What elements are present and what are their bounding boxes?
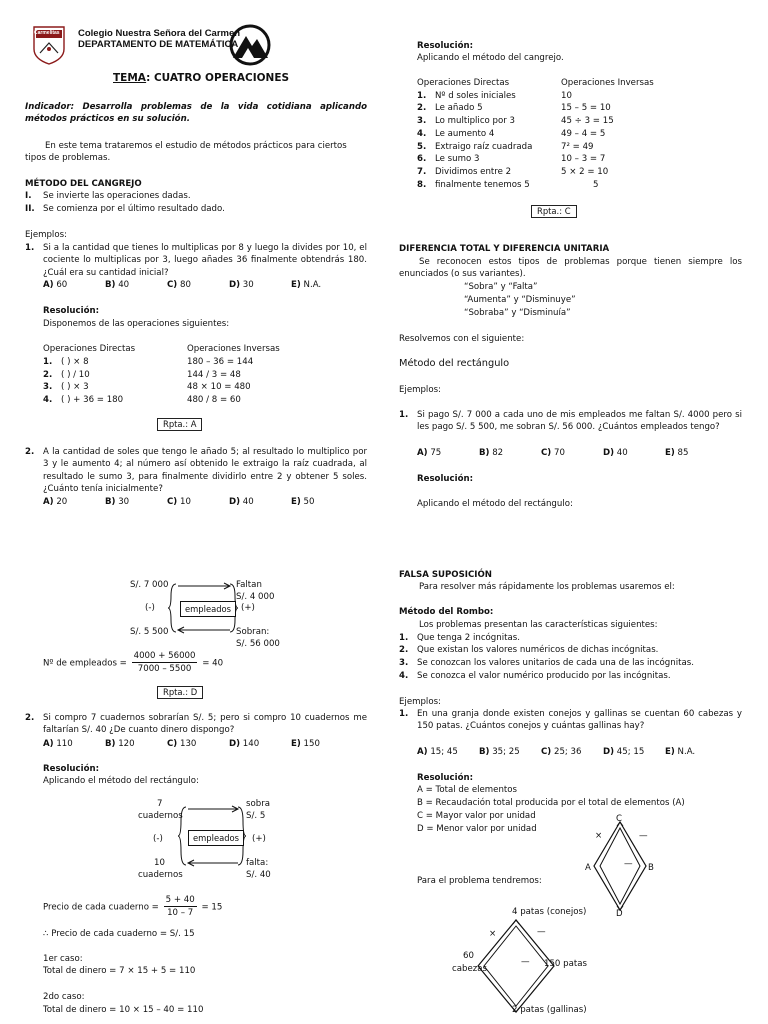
- case-2-label: 2do caso:: [43, 992, 85, 1002]
- p1-option-a: A) 60: [43, 280, 68, 290]
- rhombus-farm-times: ×: [489, 929, 497, 939]
- p3-option-d: D) 140: [229, 739, 260, 749]
- e1-option-b: B) 82: [479, 448, 504, 458]
- list-item: 4. Se conozca el valor numérico producido por las incógnitas.: [399, 671, 671, 681]
- def-c: C = Mayor valor por unidad: [417, 811, 536, 821]
- d1-fraction: [132, 650, 198, 676]
- resolvemos-text: Resolvemos con el siguiente:: [399, 334, 525, 344]
- example-2-num: 1.: [399, 709, 409, 719]
- r-op-row: 2. Le añado 5: [417, 103, 483, 113]
- r-resolucion-title: Resolución:: [417, 41, 474, 51]
- d2-right-4: S/. 40: [246, 870, 271, 880]
- problem-2-num: 2.: [25, 447, 35, 457]
- d2-top-1: 7: [157, 799, 163, 809]
- quote-2: “Aumenta” y “Disminuye”: [464, 295, 576, 305]
- p2-option-a: A) 20: [43, 497, 68, 507]
- p1-resolucion: Resolución:: [43, 306, 100, 316]
- def-d: D = Menor valor por unidad: [417, 824, 537, 834]
- p1-op-inv: 180 – 36 = 144: [187, 357, 254, 367]
- example-2-text: En una granja donde existen conejos y gallinas se cuentan 60 cabezas y 150 patas. ¿Cuántos conejos y cuántas gallinas hay?: [417, 709, 742, 732]
- department-logo: [228, 24, 272, 66]
- tema-heading: [113, 72, 289, 84]
- case-2-calc: Total de dinero = 10 × 15 – 40 = 110: [43, 1005, 204, 1015]
- example-1-options: [417, 447, 727, 459]
- tema-title: : CUATRO OPERACIONES: [146, 72, 290, 84]
- p1-op-dir-header: Operaciones Directas: [43, 344, 136, 354]
- quote-3: “Sobraba” y “Disminuía”: [464, 308, 571, 318]
- d1-center-box: empleados: [180, 601, 236, 617]
- list-item: 2. Que existan los valores numéricos de dichas incógnitas.: [399, 645, 659, 655]
- d2-result: = 15: [201, 902, 223, 913]
- r-op-row: 7. Dividimos entre 2: [417, 167, 512, 177]
- cangrejo-title: MÉTODO DEL CANGREJO: [25, 179, 142, 189]
- falsa-text: Para resolver más rápidamente los problemas usaremos el:: [419, 582, 675, 592]
- r-op-inv: 45 ÷ 3 = 15: [561, 116, 614, 126]
- e2-option-a: A) 15; 45: [417, 747, 458, 757]
- rhombus-farm-bottom: 2 patas (gallinas): [512, 1005, 587, 1015]
- d1-right-3: Sobran:: [236, 627, 270, 637]
- rhombus-generic-a: A: [585, 863, 591, 873]
- p2-option-c: C) 10: [167, 497, 191, 507]
- d1-formula-label: Nº de empleados =: [43, 658, 127, 669]
- rule-1: [25, 190, 191, 202]
- r-op-inv: 15 – 5 = 10: [561, 103, 611, 113]
- rule-2-text: Se comienza por el último resultado dado.: [43, 204, 225, 214]
- example-1-num: 1.: [399, 410, 409, 420]
- department-name: DEPARTAMENTO DE MATEMÁTICA: [78, 39, 239, 50]
- metodo-rectangulo: Método del rectángulo: [399, 358, 510, 369]
- e2-resolucion: Resolución:: [417, 773, 474, 783]
- d2-right-1: sobra: [246, 799, 270, 809]
- rule-2: [25, 203, 225, 215]
- p3-option-e: E) 150: [291, 739, 320, 749]
- p2-option-b: B) 30: [105, 497, 130, 507]
- p1-option-b: B) 40: [105, 280, 130, 290]
- example-1-text: Si pago S/. 7 000 a cada uno de mis empleados me faltan S/. 4000 pero si les pago S/. 5 500, me sobran S/. 56 000. ¿Cuántos empleados tengo?: [417, 410, 742, 433]
- p1-op-inv: 480 / 8 = 60: [187, 395, 241, 405]
- def-a: A = Total de elementos: [417, 785, 517, 795]
- r-ejemplos-2: Ejemplos:: [399, 697, 441, 707]
- d2-bottom-1: 10: [154, 858, 165, 868]
- r-op-row: 1. Nº d soles iniciales: [417, 91, 516, 101]
- d1-top-value: S/. 7 000: [130, 580, 169, 590]
- r-op-inv: 10 – 3 = 7: [561, 154, 606, 164]
- d1-bottom-value: S/. 5 500: [130, 627, 169, 637]
- case-1-calc: Total de dinero = 7 × 15 + 5 = 110: [43, 966, 196, 976]
- rhombus-farm-left-1: 60: [463, 951, 474, 961]
- r-ejemplos: Ejemplos:: [399, 385, 441, 395]
- problem-1-text: Si a la cantidad que tienes lo multiplicas por 8 y luego la divides por 10, el cociente lo multiplicas por 3, luego añades 36 finalmente obtendrás 180. ¿Cuál era su cantidad inicial?: [43, 243, 367, 278]
- d1-formula: [43, 650, 223, 676]
- r-op-inv: 10: [561, 91, 572, 101]
- example-2-options: [417, 746, 727, 758]
- diferencia-title: DIFERENCIA TOTAL Y DIFERENCIA UNITARIA: [399, 244, 610, 254]
- d1-right-2: S/. 4 000: [236, 592, 275, 602]
- r-op-row: 6. Le sumo 3: [417, 154, 480, 164]
- e2-option-b: B) 35; 25: [479, 747, 520, 757]
- r-op-inv: 5 × 2 = 10: [561, 167, 609, 177]
- p3-option-c: C) 130: [167, 739, 197, 749]
- para-problema: Para el problema tendremos:: [417, 876, 542, 886]
- d1-answer-box: Rpta.: D: [157, 686, 203, 699]
- problem-3-options: [43, 738, 353, 750]
- e2-option-c: C) 25; 36: [541, 747, 582, 757]
- d1-numerator: 4000 + 56000: [132, 650, 198, 663]
- rhombus-generic-minus-2: —: [624, 859, 633, 869]
- d1-denominator: 7000 – 5500: [137, 664, 192, 675]
- d2-denominator: 10 – 7: [167, 908, 194, 919]
- problem-1-num: 1.: [25, 243, 35, 253]
- d1-plus: (+): [241, 603, 255, 613]
- r-op-row: 5. Extraigo raíz cuadrada: [417, 142, 533, 152]
- list-item: 1. Que tenga 2 incógnitas.: [399, 633, 520, 643]
- p3-aplic: Aplicando el método del rectángulo:: [43, 776, 199, 786]
- rhombus-generic-minus-1: —: [639, 831, 648, 841]
- d2-top-2: cuadernos: [138, 811, 183, 821]
- rule-2-num: II.: [25, 204, 35, 214]
- e1-option-e: E) 85: [665, 448, 689, 458]
- r-op-row: 4. Le aumento 4: [417, 129, 495, 139]
- indicador-text: Indicador: Desarrolla problemas de la vida cotidiana aplicando métodos prácticos en su solución.: [25, 102, 367, 125]
- d2-fraction: [164, 894, 197, 920]
- rhombus-farm-minus-1: —: [537, 927, 546, 937]
- r-op-inv: 49 – 4 = 5: [561, 129, 606, 139]
- p1-option-e: E) N.A.: [291, 280, 322, 290]
- e2-option-d: D) 45; 15: [603, 747, 645, 757]
- r-op-row: 3. Lo multiplico por 3: [417, 116, 515, 126]
- e1-option-a: A) 75: [417, 448, 442, 458]
- e1-resolucion: Resolución:: [417, 474, 474, 484]
- rhombus-farm-top: 4 patas (conejos): [512, 907, 587, 917]
- r-resolucion-aplic: Aplicando el método del cangrejo.: [417, 53, 564, 63]
- intro-text: En este tema trataremos el estudio de métodos prácticos para ciertos tipos de problemas.: [25, 141, 347, 164]
- rhombus-generic-b: B: [648, 863, 654, 873]
- ejemplos-label: Ejemplos:: [25, 230, 67, 240]
- d1-minus: (-): [145, 603, 155, 613]
- r-op-inv: 7² = 49: [561, 142, 594, 152]
- quote-1: “Sobra” y “Falta”: [464, 282, 538, 292]
- rule-1-num: I.: [25, 191, 32, 201]
- p1-op-row: 2. ( ) / 10: [43, 370, 90, 380]
- d1-right-4: S/. 56 000: [236, 639, 280, 649]
- tema-label: TEMA: [113, 72, 147, 84]
- rhombus-generic-times: ×: [595, 831, 603, 841]
- crest-text: Carmelitas: [34, 30, 60, 36]
- problem-3-text: Si compro 7 cuadernos sobrarían S/. 5; pero si compro 10 cuadernos me faltarían S/. 40 ¿De cuanto dinero dispongo?: [43, 713, 367, 736]
- d2-center-box: empleados: [188, 830, 244, 846]
- r-answer-box: Rpta.: C: [531, 205, 577, 218]
- d2-right-3: falta:: [246, 858, 269, 868]
- problem-3-num: 2.: [25, 713, 35, 723]
- rhombus-generic-d: D: [616, 909, 623, 919]
- e2-option-e: E) N.A.: [665, 747, 696, 757]
- d1-right-1: Faltan: [236, 580, 262, 590]
- problem-1-options: [43, 279, 353, 291]
- e1-option-c: C) 70: [541, 448, 565, 458]
- e1-option-d: D) 40: [603, 448, 628, 458]
- p1-dispo: Disponemos de las operaciones siguientes:: [43, 319, 230, 329]
- rombo-title: Método del Rombo:: [399, 607, 494, 617]
- price-conclusion: ∴ Precio de cada cuaderno = S/. 15: [43, 929, 195, 939]
- p1-op-row: 3. ( ) × 3: [43, 382, 89, 392]
- r-op-inv-header: Operaciones Inversas: [561, 78, 654, 88]
- rombo-intro: Los problemas presentan las características siguientes:: [419, 620, 658, 630]
- d2-formula: [43, 894, 222, 920]
- d2-numerator: 5 + 40: [164, 894, 197, 907]
- problem-2-text: A la cantidad de soles que tengo le añado 5; al resultado lo multiplico por 3 y le aumento 4; al número así obtenido le extraigo la raíz cuadrada, al resultado le sumo 3, para finalmente dividirlo entre 2 y obtener 5 soles. ¿Cuánto tenía inicialmente?: [43, 447, 367, 495]
- rhombus-farm-right: 150 patas: [544, 959, 587, 969]
- r-op-row: 8. finalmente tenemos 5: [417, 180, 530, 190]
- p1-answer-box: Rpta.: A: [157, 418, 202, 431]
- p1-op-inv: 144 / 3 = 48: [187, 370, 241, 380]
- p3-option-b: B) 120: [105, 739, 135, 749]
- diferencia-text: Se reconocen estos tipos de problemas porque tienen siempre los enunciados (o sus variantes).: [399, 257, 742, 280]
- d1-result: = 40: [202, 658, 224, 669]
- p1-option-d: D) 30: [229, 280, 254, 290]
- list-item: 3. Se conozcan los valores unitarios de cada una de las incógnitas.: [399, 658, 694, 668]
- problem-2-options: [43, 496, 353, 508]
- p3-resolucion: Resolución:: [43, 764, 100, 774]
- d2-formula-label: Precio de cada cuaderno =: [43, 902, 159, 913]
- r-op-inv: 5: [593, 180, 599, 190]
- p1-op-row: 1. ( ) × 8: [43, 357, 89, 367]
- p1-op-inv: 48 × 10 = 480: [187, 382, 251, 392]
- def-b: B = Recaudación total producida por el total de elementos (A): [417, 798, 685, 808]
- case-1-label: 1er caso:: [43, 954, 83, 964]
- p2-option-d: D) 40: [229, 497, 254, 507]
- p2-option-e: E) 50: [291, 497, 315, 507]
- rhombus-farm-left-2: cabezas: [452, 964, 487, 974]
- rule-1-text: Se invierte las operaciones dadas.: [43, 191, 191, 201]
- d2-plus: (+): [252, 834, 266, 844]
- school-name: Colegio Nuestra Señora del Carmen: [78, 28, 241, 39]
- p3-option-a: A) 110: [43, 739, 73, 749]
- d2-right-2: S/. 5: [246, 811, 266, 821]
- p1-op-row: 4. ( ) + 36 = 180: [43, 395, 124, 405]
- d2-bottom-2: cuadernos: [138, 870, 183, 880]
- rhombus-farm-minus-2: —: [521, 957, 530, 967]
- e1-aplic: Aplicando el método del rectángulo:: [417, 499, 573, 509]
- falsa-title: FALSA SUPOSICIÓN: [399, 570, 493, 580]
- p1-op-inv-header: Operaciones Inversas: [187, 344, 280, 354]
- r-op-dir-header: Operaciones Directas: [417, 78, 510, 88]
- p1-option-c: C) 80: [167, 280, 191, 290]
- rhombus-generic-c: C: [616, 814, 623, 824]
- d2-minus: (-): [153, 834, 163, 844]
